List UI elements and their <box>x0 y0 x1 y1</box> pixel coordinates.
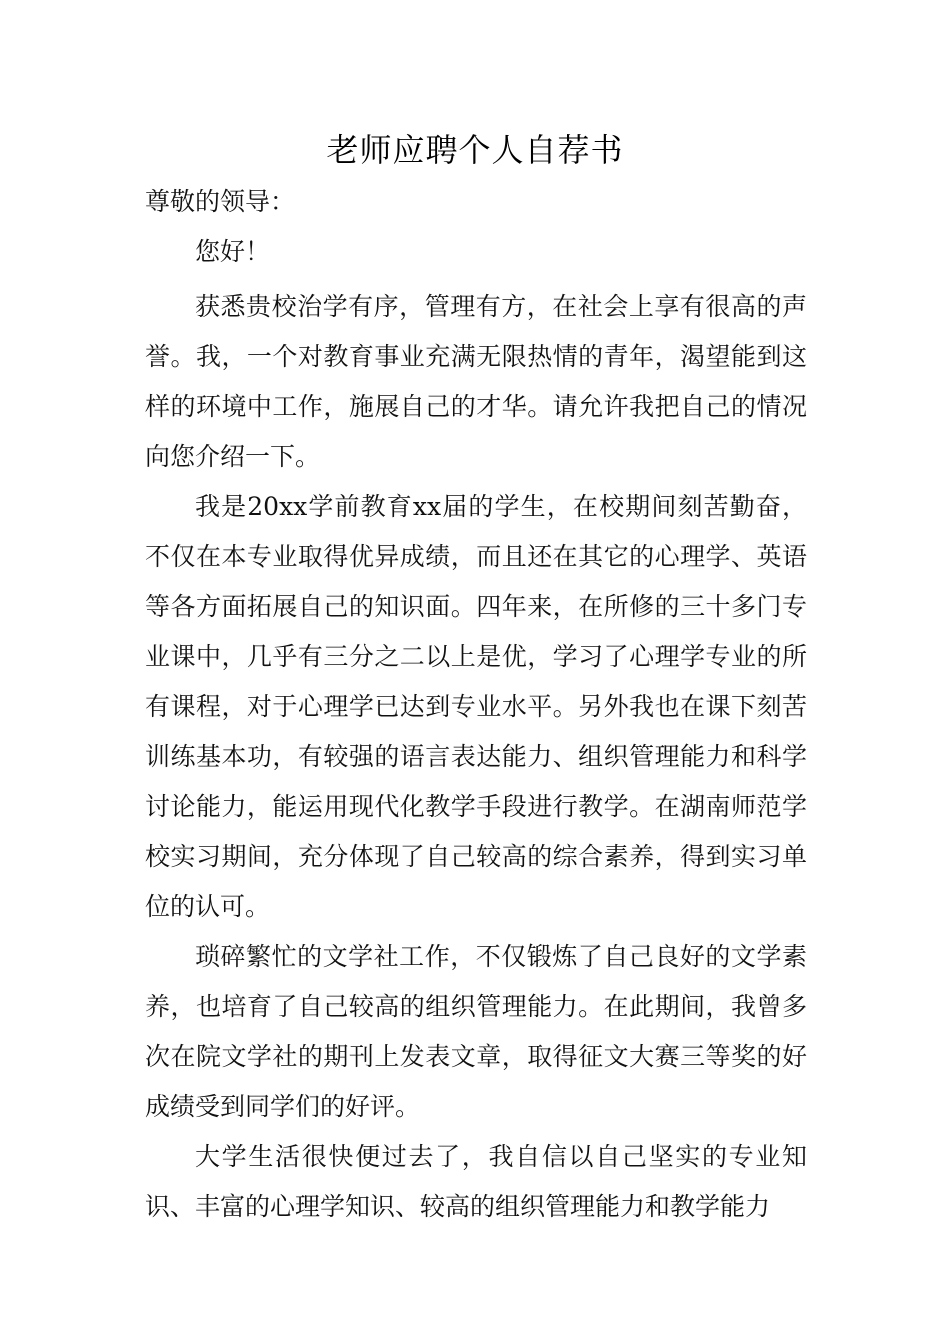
document-title: 老师应聘个人自荐书 <box>326 131 624 169</box>
paragraph-education: 我是20xx学前教育xx届的学生，在校期间刻苦勤奋，不仅在本专业取得优异成绩，而且还在其它的心理学、英语等各方面拓展自己的知识面。四年来，在所修的三十多门专业课中，几乎有三分之二以上是优，学习了心理学专业的所有课程，对于心理学已达到专业水平。另外我也在课下刻苦训练基本功，有较强的语言表达能力、组织管理能力和科学讨论能力，能运用现代化教学手段进行教学。在湖南师范学校实习期间，充分体现了自己较高的综合素养，得到实习单位的认可。 <box>145 492 807 921</box>
paragraph-intro: 获悉贵校治学有序，管理有方，在社会上享有很高的声誉。我，一个对教育事业充满无限热情的青年，渴望能到这样的环境中工作，施展自己的才华。请允许我把自己的情况向您介绍一下。 <box>145 292 807 471</box>
salutation: 尊敬的领导： <box>145 187 296 216</box>
paragraph-literary-club: 琐碎繁忙的文学社工作，不仅锻炼了自己良好的文学素养，也培育了自己较高的组织管理能力。在此期间，我曾多次在院文学社的期刊上发表文章，取得征文大赛三等奖的好成绩受到同学们的好评。 <box>145 942 807 1121</box>
greeting: 您好！ <box>195 237 271 266</box>
paragraph-conclusion: 大学生活很快便过去了，我自信以自己坚实的专业知识、丰富的心理学知识、较高的组织管理能力和教学能力 <box>145 1142 807 1221</box>
document-body <box>145 177 807 1232</box>
